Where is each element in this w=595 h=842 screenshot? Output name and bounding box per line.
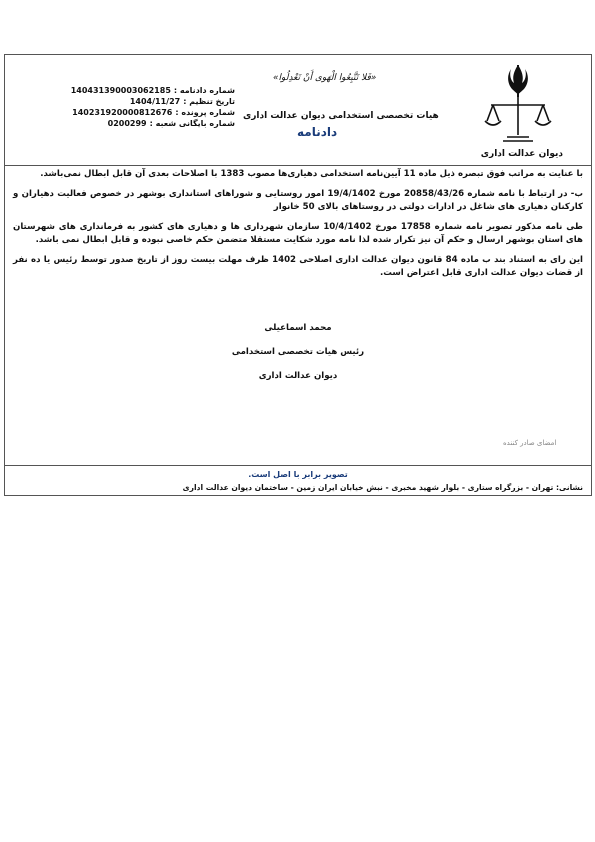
document-header — [5, 55, 591, 166]
issuer-signature-label: امضای صادر کننده — [503, 439, 557, 447]
paragraph-1: با عنایت به مراتب فوق تبصره ذیل ماده 11 آیین‌نامه استخدامی دهیاری‌ها مصوب 1383 با اصلاحات بعدی آن قابل ابطال نمی‌باشد. — [40, 169, 583, 179]
signatory-role: رئیس هیات تخصصی استخدامی — [231, 347, 365, 357]
meta-value: 140231920000812676 — [72, 108, 173, 117]
case-number-row — [55, 107, 235, 118]
meta-label: شماره پرونده : — [175, 108, 235, 117]
case-metadata — [55, 85, 235, 129]
court-name: دیوان عدالت اداری — [480, 149, 563, 159]
issue-date-row — [55, 96, 235, 107]
meta-value: 140431390003062185 — [70, 86, 171, 95]
meta-value: 1404/11/27 — [129, 97, 181, 106]
certified-copy-note: تصویر برابر با اصل است. — [248, 470, 348, 479]
bismillah-verse: «فَلا تَتَّبِعُوا الْهَوى أَنْ تَعْدِلُوا» — [273, 73, 377, 83]
meta-label: تاریخ تنظیم : — [183, 97, 235, 106]
meta-label: شماره دادنامه : — [173, 86, 235, 95]
paragraph-2: ب- در ارتباط با نامه شماره 20858/43/26 مورخ 19/4/1402 امور روستایی و شوراهای استانداری بوشهر در خصوص فعالیت دهیاران و کارکنان دهیاری های شاغل در ادارات دولتی در روستاهای بالای 50 خانوار — [13, 189, 583, 212]
board-title: هیات تخصصی استخدامی دیوان عدالت اداری — [243, 111, 439, 121]
document-footer — [5, 465, 591, 492]
meta-label: شماره بایگانی شعبه : — [149, 119, 235, 128]
signatory-name: محمد اسماعیلی — [264, 323, 332, 333]
court-address: نشانی: تهران - بزرگراه ستاری - بلوار شهید مخبری - نبش خیابان ایران زمین - ساختمان دیوان عدالت اداری — [182, 483, 583, 492]
archive-number-row — [55, 118, 235, 129]
verdict-body — [13, 168, 583, 287]
signatory-org: دیوان عدالت اداری — [258, 371, 338, 381]
meta-value: 0200299 — [107, 119, 147, 128]
verdict-number-row — [55, 85, 235, 96]
court-scales-emblem-icon — [481, 61, 555, 145]
paragraph-4: این رای به استناد بند ب ماده 84 قانون دیوان عدالت اداری اصلاحی 1402 ظرف مهلت بیست روز از تاریخ صدور توسط رئیس یا ده نفر از قضات دیوان عدالت اداری قابل اعتراض است. — [13, 255, 584, 278]
paragraph-3: طی نامه مذکور تصویر نامه شماره 17858 مورخ 10/4/1402 سازمان شهرداری ها و دهیاری های کشور به فرمانداری های شهرستان های استان بوشهر ارسال و حکم آن نیز تکرار شده لذا نامه مورد شکایت مستقلا متضمن حکم خاصی نبوده و قابل ابطال نمی باشد. — [13, 222, 583, 245]
document-frame — [4, 54, 592, 496]
document-title: دادنامه — [297, 125, 338, 139]
